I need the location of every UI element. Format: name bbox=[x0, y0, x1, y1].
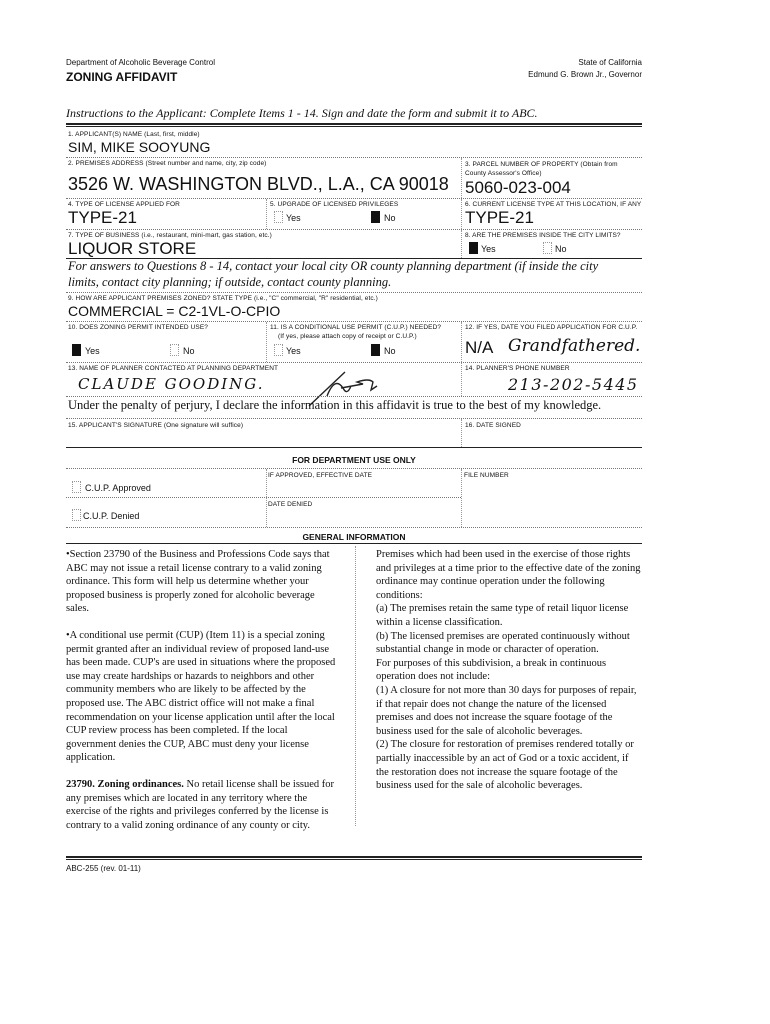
cup-explanation: •A conditional use permit (CUP) (Item 11) is a special zoning permit granted after an individual review of proposed land-use has been made. CUP's are used in situations where the proposed use may create hardships or hazards to neighbors and other community members who are likely to be affected by the proposed use. The ABC district office will not make a final recommendation on your license application until after the local CUP review process has been completed. If the local government denies the CUP, ABC must deny your license application. bbox=[66, 629, 336, 764]
zoning-permit-no-checkbox[interactable] bbox=[170, 344, 179, 356]
upgrade-no-checkbox[interactable] bbox=[371, 211, 380, 223]
cup-needed-no-checkbox[interactable] bbox=[371, 344, 380, 356]
contact-note-line2: limits, contact city planning; if outside, contact county planning. bbox=[68, 275, 392, 289]
perjury-declaration: Under the penalty of perjury, I declare the information in this affidavit is true to the best of my knowledge. bbox=[68, 398, 602, 412]
planner-name-handwriting: CLAUDE GOODING. bbox=[78, 375, 265, 393]
general-right-column bbox=[376, 548, 642, 793]
field-9-label: 9. HOW ARE APPLICANT PREMISES ZONED? STATE TYPE (i.e., "C" commercial, "R" residential, etc.) bbox=[68, 295, 378, 302]
field-12-label: 12. IF YES, DATE YOU FILED APPLICATION FOR C.U.P. bbox=[465, 324, 638, 331]
file-number-label: FILE NUMBER bbox=[464, 472, 509, 479]
department-use-heading: FOR DEPARTMENT USE ONLY bbox=[292, 455, 416, 465]
cup-needed-no-label: No bbox=[384, 346, 396, 356]
applicant-name-field[interactable]: SIM, MIKE SOOYUNG bbox=[68, 139, 211, 155]
zoning-permit-yes-label: Yes bbox=[85, 346, 100, 356]
field-2-label: 2. PREMISES ADDRESS (Street number and name, city, zip code) bbox=[68, 160, 267, 167]
exception-2: (2) The closure for restoration of premises rendered totally or partially inaccessible by an act of God or a toxic accident, if the restoration does not increase the square footage of the business used for the sale of alcoholic beverages. bbox=[376, 739, 634, 792]
cup-date-field[interactable]: N/A bbox=[465, 338, 494, 357]
premises-address-field[interactable]: 3526 W. WASHINGTON BLVD., L.A., CA 90018 bbox=[68, 174, 449, 194]
contact-note-line1: For answers to Questions 8 - 14, contact your local city OR county planning department (if inside the city bbox=[68, 259, 599, 273]
zoning-ordinances-body: No retail license shall be issued for any premises which are located in any territory where the exercise of the rights and privileges conferred by the license is contrary to a valid zoning ordinance of any county or city. bbox=[66, 778, 335, 831]
form-number: ABC-255 (rev. 01-11) bbox=[66, 864, 141, 873]
grandfathered-handwriting: Grandfathered. bbox=[508, 336, 641, 356]
cup-approved-checkbox[interactable] bbox=[72, 481, 81, 493]
field-6-label: 6. CURRENT LICENSE TYPE AT THIS LOCATION, IF ANY bbox=[465, 201, 642, 208]
condition-b: (b) The licensed premises are operated continuously without substantial change in mode or character of operation. bbox=[376, 630, 630, 656]
field-8-label: 8. ARE THE PREMISES INSIDE THE CITY LIMITS? bbox=[465, 232, 621, 239]
zoning-permit-no-label: No bbox=[183, 346, 195, 356]
zoning-type-field[interactable]: COMMERCIAL = C2-1VL-O-CPIO bbox=[68, 303, 281, 319]
field-11-label: 11. IS A CONDITIONAL USE PERMIT (C.U.P.) NEEDED? bbox=[270, 324, 442, 331]
cup-needed-yes-label: Yes bbox=[286, 346, 301, 356]
upgrade-no-label: No bbox=[384, 213, 396, 223]
field-15-label: 15. APPLICANT'S SIGNATURE (One signature will suffice) bbox=[68, 422, 244, 429]
state-name: State of California bbox=[578, 58, 642, 67]
date-denied-label: DATE DENIED bbox=[268, 501, 313, 508]
governor-name: Edmund G. Brown Jr., Governor bbox=[528, 70, 642, 79]
city-limits-no-checkbox[interactable] bbox=[543, 242, 552, 254]
cup-denied-label: C.U.P. Denied bbox=[83, 511, 140, 521]
condition-a: (a) The premises retain the same type of retail liquor license within a license classification. bbox=[376, 603, 629, 628]
planner-phone-handwriting: 213-202-5445 bbox=[508, 375, 639, 394]
effective-date-label: IF APPROVED, EFFECTIVE DATE bbox=[268, 472, 373, 479]
zoning-ordinances-text bbox=[66, 778, 336, 832]
general-left-column bbox=[66, 548, 336, 832]
zoning-ordinances-title: 23790. Zoning ordinances. bbox=[66, 778, 184, 790]
license-type-field[interactable]: TYPE-21 bbox=[68, 208, 137, 227]
instructions: Instructions to the Applicant: Complete Items 1 - 14. Sign and date the form and submit it to ABC. bbox=[66, 106, 538, 120]
field-5-label: 5. UPGRADE OF LICENSED PRIVILEGES bbox=[270, 201, 399, 208]
field-13-label: 13. NAME OF PLANNER CONTACTED AT PLANNING DEPARTMENT bbox=[68, 365, 279, 372]
exception-1: (1) A closure for not more than 30 days for purposes of repair, if that repair does not change the nature of the licensed premises and does not increase the square footage of the business used for the sale of alcoholic beverages. bbox=[376, 684, 637, 737]
department-name: Department of Alcoholic Beverage Control bbox=[66, 58, 215, 67]
current-license-field[interactable]: TYPE-21 bbox=[465, 208, 534, 227]
section-23790-note: •Section 23790 of the Business and Professions Code says that ABC may not issue a retail license contrary to a valid zoning ordinance. This form will help us determine whether your proposed business is properly zoned for alcoholic beverage sales. bbox=[66, 549, 330, 615]
zoning-permit-yes-checkbox[interactable] bbox=[72, 344, 81, 356]
upgrade-yes-checkbox[interactable] bbox=[274, 211, 283, 223]
cup-approved-label: C.U.P. Approved bbox=[85, 483, 151, 493]
general-info-heading: GENERAL INFORMATION bbox=[302, 532, 406, 542]
field-7-label: 7. TYPE OF BUSINESS (i.e., restaurant, mini-mart, gas station, etc.) bbox=[68, 232, 272, 239]
form-title: ZONING AFFIDAVIT bbox=[66, 70, 178, 84]
cup-denied-checkbox[interactable] bbox=[72, 509, 81, 521]
city-limits-no-label: No bbox=[555, 244, 567, 254]
field-1-label: 1. APPLICANT(S) NAME (Last, first, middle) bbox=[68, 131, 200, 138]
cup-needed-yes-checkbox[interactable] bbox=[274, 344, 283, 356]
field-11-sublabel: (If yes, please attach copy of receipt or C.U.P.) bbox=[278, 333, 417, 340]
field-4-label: 4. TYPE OF LICENSE APPLIED FOR bbox=[68, 201, 180, 208]
field-3-label: 3. PARCEL NUMBER OF PROPERTY (Obtain from County Assessor's Office) bbox=[465, 161, 618, 177]
city-limits-yes-checkbox[interactable] bbox=[469, 242, 478, 254]
field-10-label: 10. DOES ZONING PERMIT INTENDED USE? bbox=[68, 324, 209, 331]
field-16-label: 16. DATE SIGNED bbox=[465, 422, 521, 429]
prior-use-text: Premises which had been used in the exercise of those rights and privileges at a time prior to the effective date of the zoning ordinance may continue operation under the following conditions: bbox=[376, 549, 641, 601]
parcel-number-field[interactable]: 5060-023-004 bbox=[465, 178, 571, 197]
business-type-field[interactable]: LIQUOR STORE bbox=[68, 239, 197, 258]
field-14-label: 14. PLANNER'S PHONE NUMBER bbox=[465, 365, 570, 372]
continuous-operation-text: For purposes of this subdivision, a break in continuous operation does not include: bbox=[376, 657, 607, 683]
upgrade-yes-label: Yes bbox=[286, 213, 301, 223]
city-limits-yes-label: Yes bbox=[481, 244, 496, 254]
